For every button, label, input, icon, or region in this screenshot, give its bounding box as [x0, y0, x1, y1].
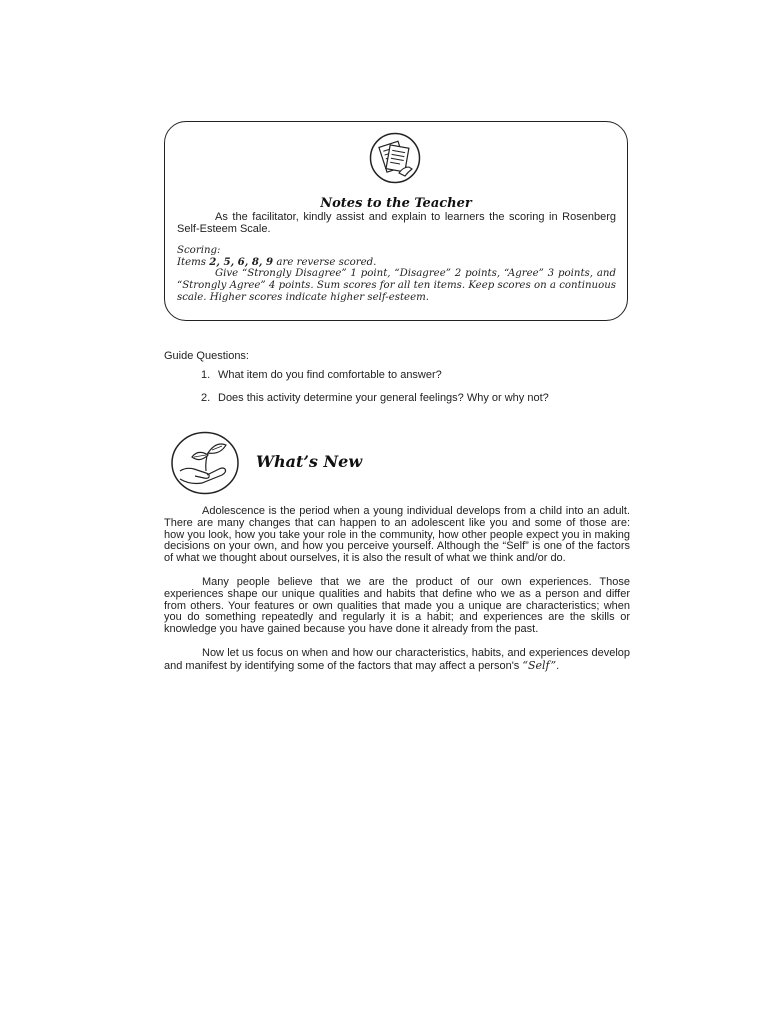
paragraph: Adolescence is the period when a young individual develops from a child into an adult. There are many changes that can happen to an adolescent like you and some of those are: how you look, how you take your role in the community, how other people expect you in making decisions on your own, and how you perceive yourself. Although the “Self” is one of the factors of what we thought about ourselves, it is also the result of what we think and/or do. — [164, 505, 630, 565]
notes-title: Notes to the Teacher — [320, 196, 472, 211]
guide-question-list — [164, 368, 624, 405]
paragraph: Many people believe that we are the product of our own experiences. Those experiences shape our unique qualities and habits that define who we as a person and differ from others. Your features or own qualities that made you a unique are characteristics; when you do something repeatedly and regularly it is a habit; and experiences are the skills or knowledge you have gained because you have done it already from the past. — [164, 575, 630, 636]
whats-new-title: What’s New — [256, 452, 363, 471]
papers-hand-icon — [369, 132, 421, 184]
items-prefix: Items — [177, 256, 207, 268]
paragraph-end: . — [556, 659, 560, 672]
notes-intro: As the facilitator, kindly assist and explain to learners the scoring in Rosenberg Self-Esteem Scale. — [177, 211, 616, 235]
paragraph-text: Now let us focus on when and how our characteristics, habits, and experiences develop and manifest by identifying some of the factors that may affect a person's — [164, 646, 630, 672]
question-text: Does this activity determine your general feelings? Why or why not? — [218, 392, 549, 404]
question-number: 1. — [201, 369, 211, 381]
guide-questions — [164, 350, 624, 414]
paragraph — [164, 648, 630, 673]
guide-question — [164, 368, 624, 382]
whats-new-content — [164, 506, 630, 685]
reverse-items-line — [177, 257, 616, 269]
notes-body — [177, 212, 616, 303]
hand-plant-icon — [170, 431, 240, 495]
points-text: Give “Strongly Disagree” 1 point, “Disagree” 2 points, “Agree” 3 points, and “Strongly Agree” 4 points. Sum scores for all ten items. Keep scores on a continuous scale. Higher scores indicate higher self-esteem. — [177, 268, 616, 303]
items-numbers: 2, 5, 6, 8, 9 — [209, 255, 274, 268]
guide-title: Guide Questions: — [164, 350, 249, 362]
scoring-label: Scoring: — [177, 245, 221, 257]
question-number: 2. — [201, 392, 211, 404]
items-suffix: are reverse scored. — [276, 256, 377, 268]
self-emphasis: “Self” — [522, 658, 557, 672]
question-text: What item do you find comfortable to answer? — [218, 369, 442, 381]
guide-question — [164, 391, 624, 405]
